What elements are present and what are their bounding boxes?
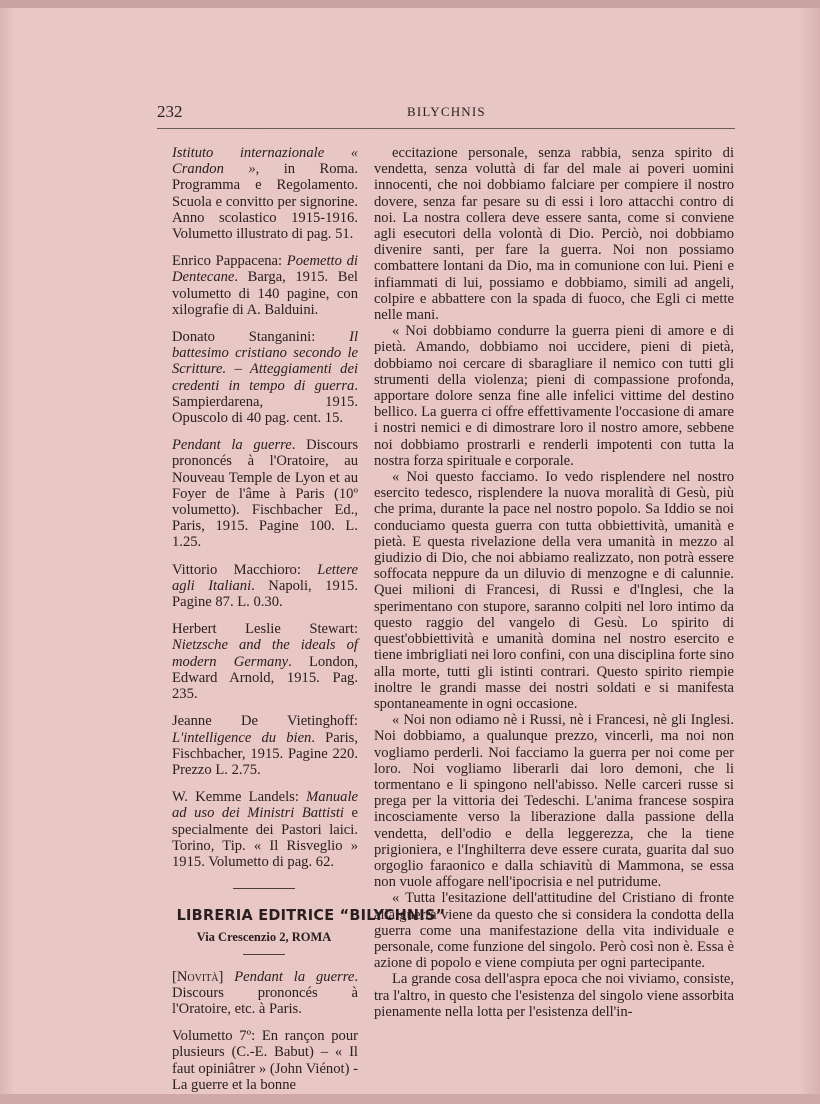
- page-number: 232: [157, 102, 183, 121]
- body-paragraph: La grande cosa dell'aspra epoca che noi viviamo, consiste, tra l'altro, in questo che l'esistenza del singolo viene assorbita pienamente nella lotta per l'esistenza dell'in-: [374, 971, 734, 1020]
- body-paragraph: « Noi dobbiamo condurre la guerra pieni di amore e di pietà. Amando, dobbiamo noi uccidere, pieni di pietà, dobbiamo noi cercare di sbaragliare il nemico con tutti gli strumenti della violenza; pieni di compassione profonda, apportare dolore senza fine alle infelici vittime del destino bellico. La guerra ci offre effettivamente l'occasione di amare i nostri nemici e di dimostrare loro il nostro amore, sebbene noi dobbiamo prostrarli e renderli impotenti con tutta la nostra forza spirituale e corporale.: [374, 323, 734, 469]
- bibliography-entry: Jeanne De Vietinghoff: L'intelligence du bien. Paris, Fischbacher, 1915. Pagine 220. Prezzo L. 2.75.: [172, 713, 359, 778]
- novita-entry: Volumetto 7º: En rançon pour plusieurs (C.-E. Babut) – « Il faut opiniâtrer » (John Viénot) - La guerre et la bonne: [172, 1028, 358, 1093]
- running-head: BILYCHNIS: [407, 104, 486, 119]
- section-divider: [233, 888, 295, 889]
- bibliography-entry: Istituto internazionale « Crandon », in Roma. Programma e Regolamento. Scuola e convitto per signorine. Anno scolastico 1915-1916. Volumetto illustrato di pag. 51.: [172, 145, 358, 243]
- bibliography-entry: Vittorio Macchioro: Lettere agli Italiani. Napoli, 1915. Pagine 87. L. 0.30.: [172, 561, 358, 611]
- bibliography-entry: Pendant la guerre. Discours prononcés à l'Oratoire, au Nouveau Temple de Lyon et au Foyer de l'âme à Paris (10º volumetto). Fischbacher Ed., Paris, 1915. Pagine 100. L. 1.25.: [172, 437, 358, 551]
- page-header: [157, 100, 735, 129]
- body-paragraph: « Tutta l'esitazione dell'attitudine del Cristiano di fronte alla guerra viene da questo che si considera la condotta della guerra come una manifestazione della vita individuale e personale, come funzione del singolo. Però così non è. Essa è azione di popolo e viene compiuta per ogni partecipante.: [374, 890, 734, 972]
- body-paragraph: « Noi non odiamo nè i Russi, nè i Francesi, nè gli Inglesi. Noi dobbiamo, a qualunque prezzo, vincerli, ma noi non vogliamo perderli. Noi facciamo la guerra per noi come per loro. Noi vogliamo liberarli dai loro demoni, che li tormentano e li spingono nell'abisso. Nelle carceri russe si prega per la vittoria dei Tedeschi. L'anima francese sospira incosciamente verso la liberazione dalla passione della vendetta, dell'odio e della leggerezza, che la tiene prigioniera, e l'Inghilterra deve essere curata, guarita dal suo orgoglio faraonico e dalla schiavitù di Mammona, se essa non vuole affogare nell'ipocrisia e nel putridume.: [374, 712, 734, 891]
- bibliography-entry: Donato Stanganini: Il battesimo cristiano secondo le Scritture. – Atteggiamenti dei credenti in tempo di guerra. Sampierdarena, 1915. Opuscolo di 40 pag. cent. 15.: [172, 329, 358, 427]
- bibliography-entry: W. Kemme Landels: Manuale ad uso dei Ministri Battisti e specialmente dei Pastori laici. Torino, Tip. « Il Risveglio » 1915. Volumetto di pag. 62.: [172, 789, 358, 870]
- library-title: LIBRERIA EDITRICE “BILYCHNIS”: [176, 906, 446, 925]
- library-address: Via Crescenzio 2, ROMA: [196, 930, 332, 945]
- bibliography-entry: Enrico Pappacena: Poemetto di Dentecane. Barga, 1915. Bel volumetto di 140 pagine, con xilografie di A. Balduini.: [172, 253, 358, 318]
- body-paragraph: eccitazione personale, senza rabbia, senza spirito di vendetta, senza voluttà di far del male ai poveri uomini innocenti, che noi dobbiamo falciare per compiere il nostro dovere, senza far pesare su di essi i loro attacchi contro di noi. La nostra collera deve essere santa, come si conviene agli esecutori della volontà di Dio. Perciò, noi dobbiamo divenire santi, per fare la guerra. Noi non possiamo combattere lontani da Dio, ma in comunione con lui. Pieni e infiammati di lui, possiamo e dobbiamo, simili ad angeli, colpire e abbattere con la spada di fuoco, che Egli ci mette nelle mani.: [374, 145, 734, 324]
- body-text: [374, 145, 734, 1020]
- page-top-edge: [0, 0, 820, 8]
- body-paragraph: « Noi questo facciamo. Io vedo risplendere nel nostro esercito tedesco, risplendere la nuova moralità di Gesù, più che prima, durante la pace nel nostro popolo. Sa Iddio se noi conduciamo questa guerra con tutta obbiettività, umanità e pietà. E questa rivelazione della vera umanità in mezzo al giudizio di Dio, che noi abbiamo realizzato, non potrà essere soffocata neppure da un diluvio di menzogne e di calunnie. Quei milioni di Francesi, di Russi e d'Inglesi, che la sperimentano con stupore, saranno colpiti nel loro intimo da questo raggio del vangelo di Gesù. Lo spirito di quest'obbiettività e umanità domina nel nostro esercito e tiene imbrigliati nei loro confini, con una disciplina forte sino alla morte, tutti gli istinti contrari. Questo spirito riempie inoltre le grandi masse dei nostri soldati e si manifesta spontaneamente in ogni occasione.: [374, 469, 734, 712]
- bibliography-entry: Herbert Leslie Stewart: Nietzsche and the ideals of modern Germany. London, Edward Arnold, 1915. Pag. 235.: [172, 621, 358, 703]
- library-divider: [243, 954, 285, 955]
- novita-list: [170, 969, 358, 1093]
- right-column: [374, 145, 734, 1020]
- novita-entry: [Novità] Pendant la guerre. Discours prononcés à l'Oratoire, etc. à Paris.: [172, 968, 358, 1017]
- page-bottom-edge: [0, 1094, 820, 1104]
- left-column: [170, 145, 446, 1104]
- bibliography-list: [170, 145, 358, 870]
